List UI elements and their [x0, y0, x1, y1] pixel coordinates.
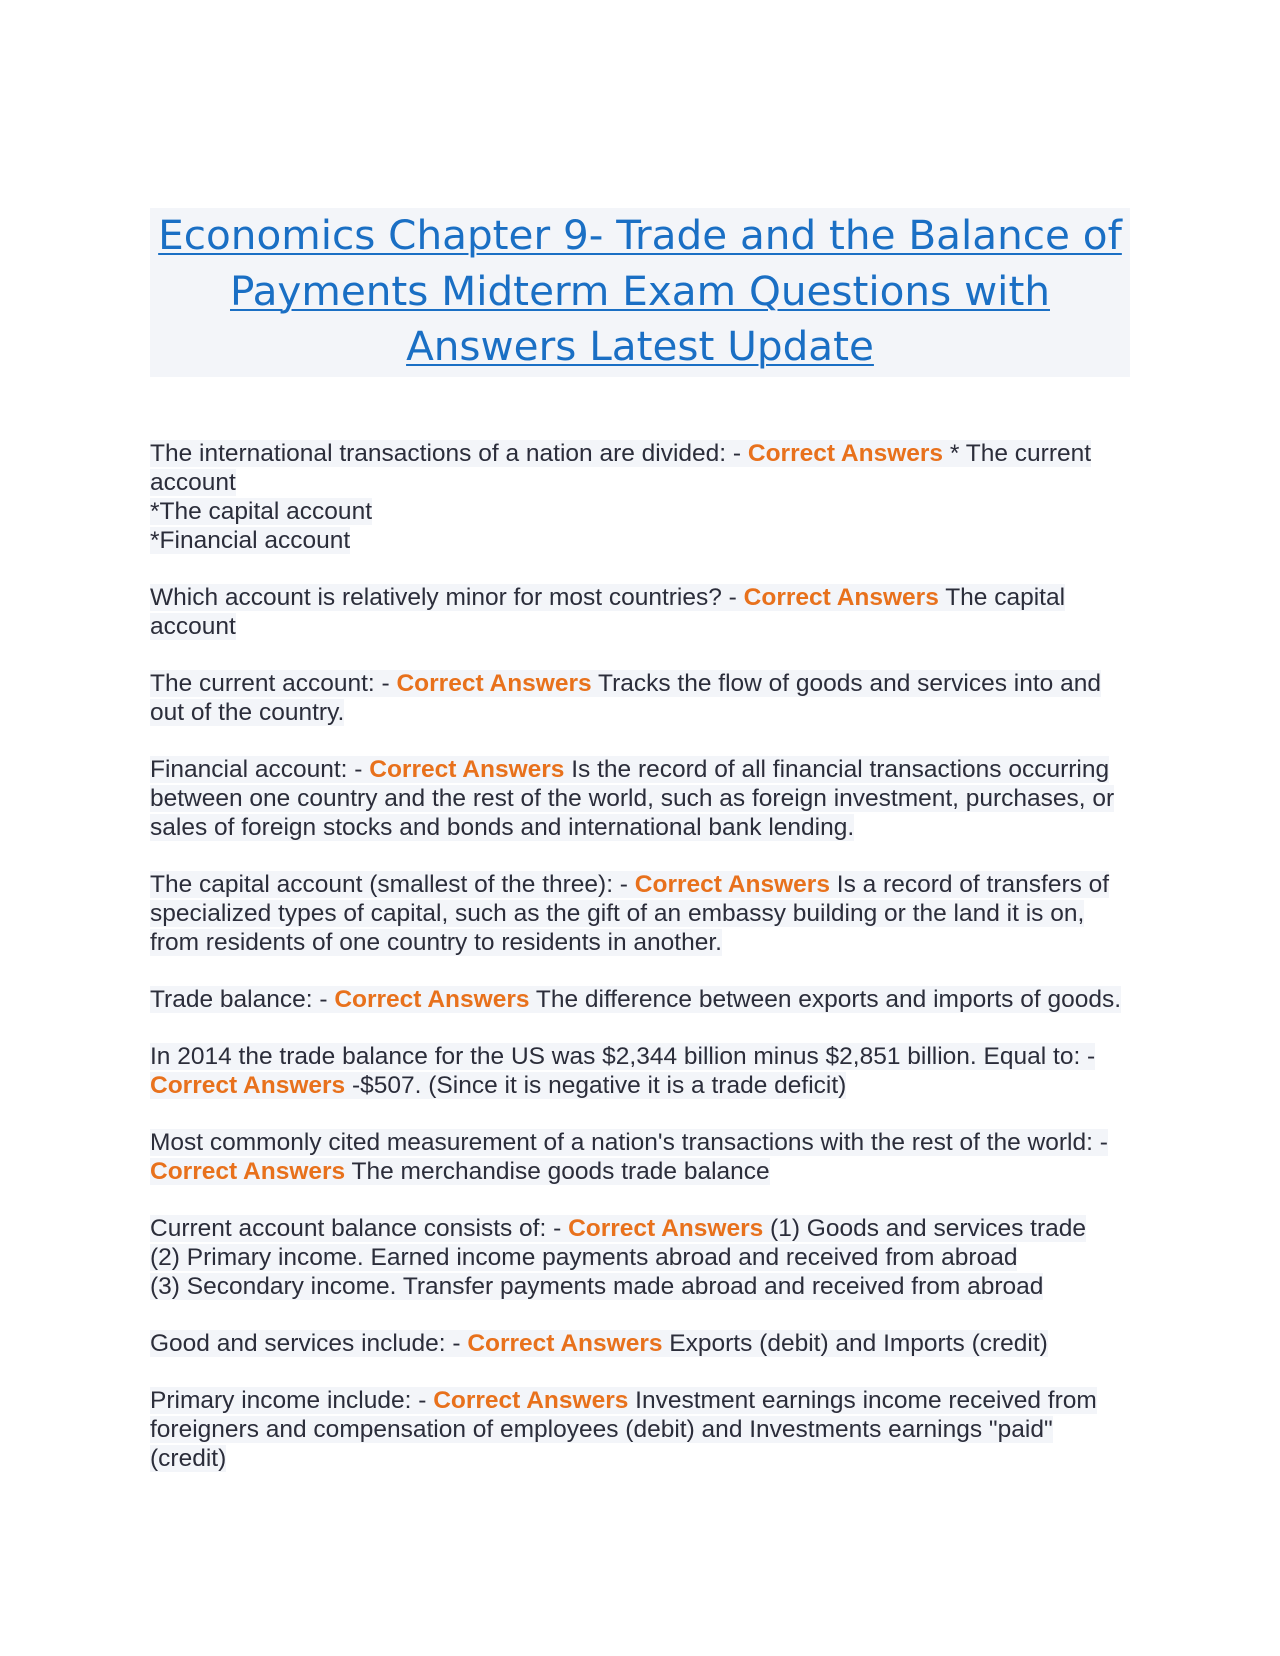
question-text: In 2014 the trade balance for the US was $2,344 billion minus $2,851 billion. Equal to: -: [150, 1042, 1096, 1070]
question-text: The current account: -: [150, 669, 397, 697]
title-block: [150, 208, 1130, 377]
answer-text: Exports (debit) and Imports (credit): [662, 1329, 1048, 1357]
answer-text: Is a record of transfers of specialized types of capital, such as the gift of an embassy building or the land it is on, from residents of one country to residents in another.: [150, 870, 1110, 956]
qa-item: [150, 1329, 1130, 1358]
qa-item: [150, 669, 1130, 727]
qa-item: [150, 1214, 1130, 1301]
qa-item: [150, 439, 1130, 555]
answer-text: (3) Secondary income. Transfer payments made abroad and received from abroad: [150, 1272, 1044, 1300]
answer-text: The merchandise goods trade balance: [345, 1157, 770, 1185]
question-text: The capital account (smallest of the three): -: [150, 870, 635, 898]
question-text: Trade balance: -: [150, 985, 335, 1013]
question-text: Current account balance consists of: -: [150, 1214, 569, 1242]
correct-answers-label: Correct Answers: [334, 985, 530, 1013]
qa-item: [150, 755, 1130, 842]
correct-answers-label: Correct Answers: [150, 1071, 346, 1099]
correct-answers-label: Correct Answers: [369, 755, 565, 783]
correct-answers-label: Correct Answers: [150, 1157, 346, 1185]
qa-item: [150, 1042, 1130, 1100]
correct-answers-label: Correct Answers: [747, 439, 944, 467]
question-text: Primary income include: -: [150, 1386, 434, 1414]
correct-answers-label: Correct Answers: [467, 1329, 663, 1357]
answer-text: * The current account: [150, 439, 1092, 496]
question-text: Financial account: -: [150, 755, 370, 783]
document-title-link[interactable]: Economics Chapter 9- Trade and the Balance of Payments Midterm Exam Questions with Answers Latest Update: [158, 211, 1122, 370]
correct-answers-label: Correct Answers: [396, 669, 592, 697]
answer-text: *The capital account: [150, 497, 372, 525]
qa-item: [150, 1128, 1130, 1186]
correct-answers-label: Correct Answers: [634, 870, 830, 898]
answer-text: Tracks the flow of goods and services into and out of the country.: [150, 669, 1101, 726]
question-text: Which account is relatively minor for most countries? -: [150, 583, 744, 611]
answer-text: (2) Primary income. Earned income payments abroad and received from abroad: [150, 1243, 1018, 1271]
question-text: Most commonly cited measurement of a nation's transactions with the rest of the world: -: [150, 1128, 1108, 1156]
answer-text: The difference between exports and imports of goods.: [529, 985, 1122, 1013]
qa-item: [150, 1386, 1130, 1473]
answer-text: The capital account: [150, 583, 1066, 640]
document-page: [150, 208, 1130, 1501]
qa-item: [150, 870, 1130, 957]
correct-answers-label: Correct Answers: [433, 1386, 629, 1414]
qa-item: [150, 583, 1130, 641]
answer-text: *Financial account: [150, 526, 351, 554]
question-text: Good and services include: -: [150, 1329, 468, 1357]
qa-item: [150, 985, 1130, 1014]
qa-list: [150, 439, 1130, 1473]
answer-text: Investment earnings income received from foreigners and compensation of employees (debit) and Investments earnings "paid" (credit): [150, 1386, 1097, 1472]
question-text: The international transactions of a nation are divided: -: [150, 439, 748, 467]
answer-text: (1) Goods and services trade: [763, 1214, 1086, 1242]
answer-text: Is the record of all financial transactions occurring between one country and the rest of the world, such as foreign investment, purchases, or sales of foreign stocks and bonds and international bank lending.: [150, 755, 1115, 841]
answer-text: -$507. (Since it is negative it is a trade deficit): [345, 1071, 847, 1099]
correct-answers-label: Correct Answers: [568, 1214, 764, 1242]
correct-answers-label: Correct Answers: [743, 583, 939, 611]
